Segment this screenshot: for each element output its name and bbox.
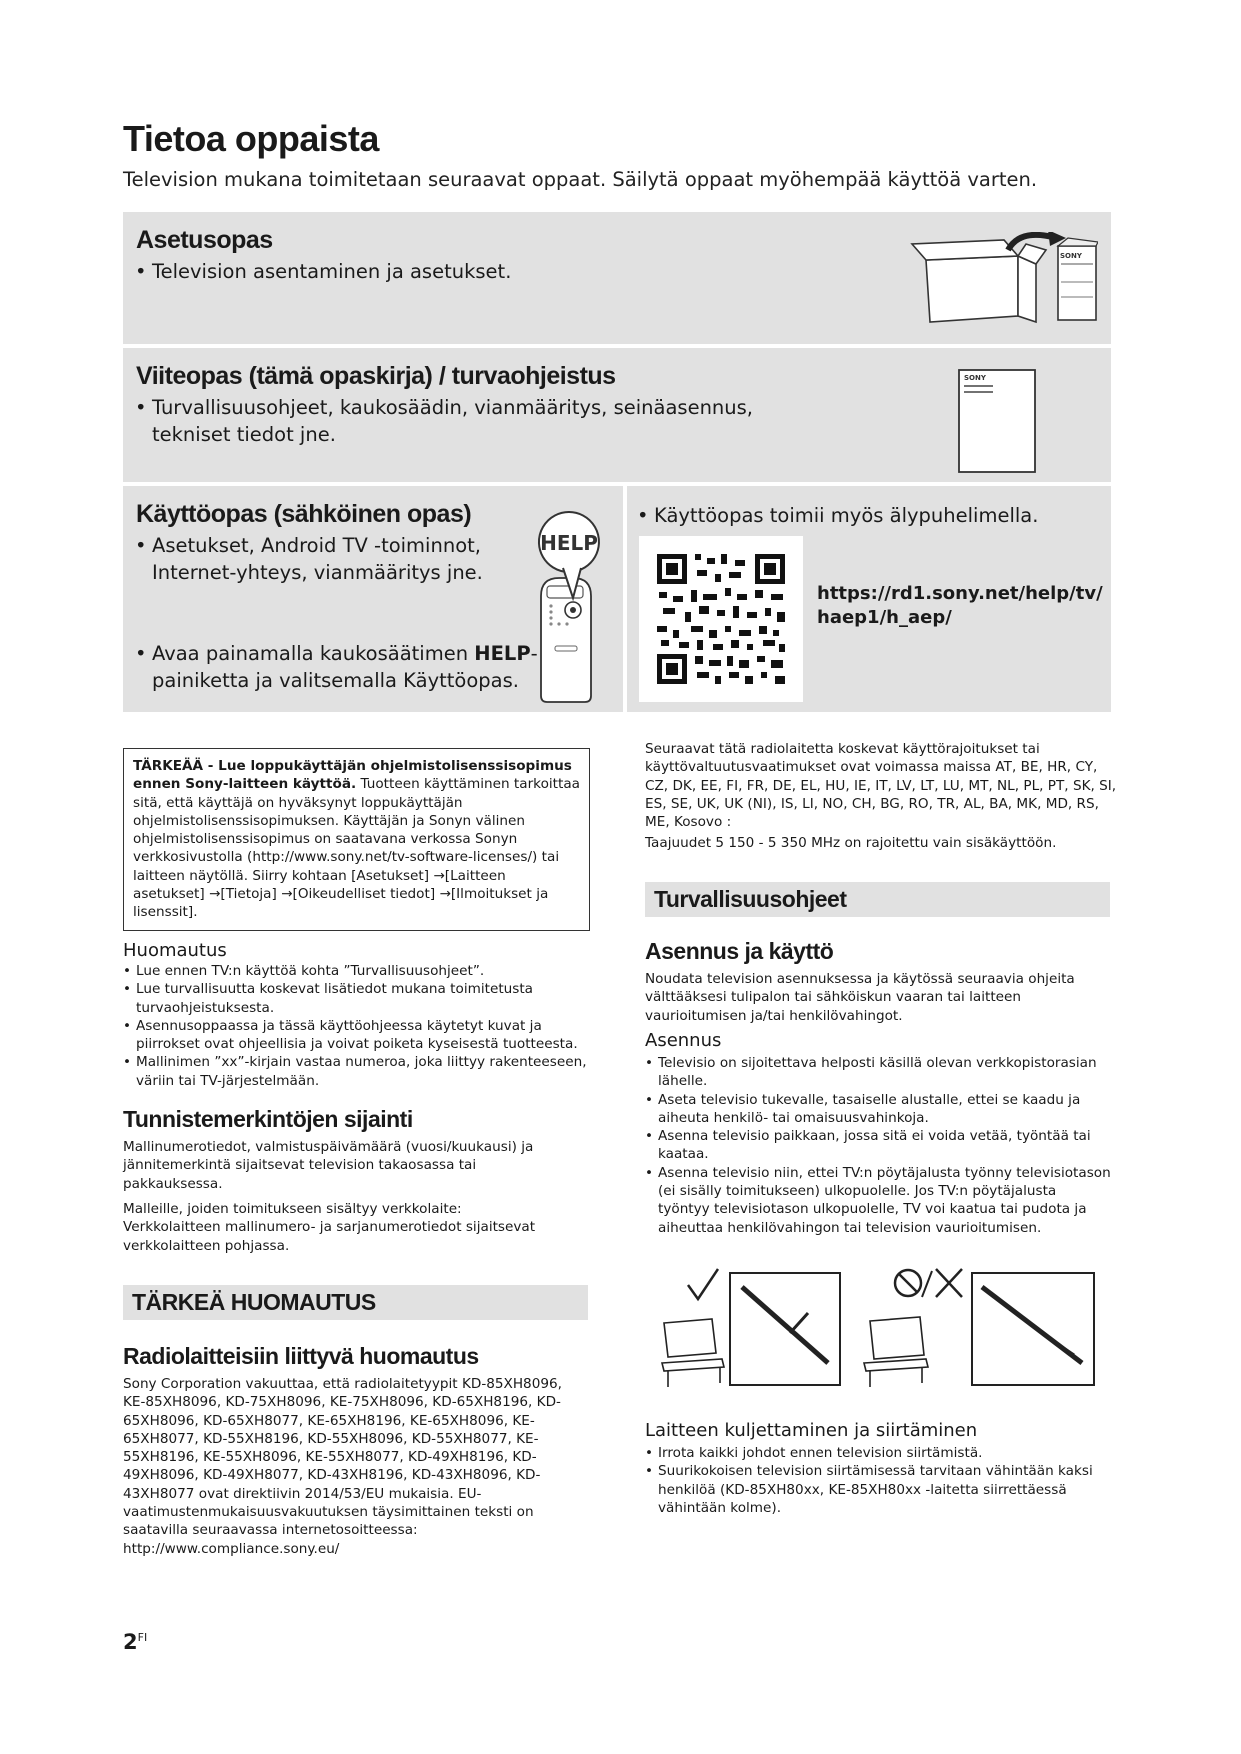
- note-heading: Huomautus: [123, 940, 227, 961]
- setup-guide-heading: Asetusopas: [136, 226, 273, 254]
- list-item: • Asenna televisio niin, ettei TV:n pöytäjalusta työnny televisiotason (ei sisälly toimitukseen) ulkopuolelle. Jos TV:n pöytäjalusta työntyy televisiotason ulkopuolelle, TV voi kaatua tai pudota ja aiheuttaa henkilövahingon tai television vaurioitumisen.: [645, 1164, 1111, 1237]
- help-guide-bullet-2: [135, 640, 552, 694]
- list-item: • Mallinimen ”xx”-kirjain vastaa numeroa, joka liittyy rakenteeseen, väriin tai TV-järjestelmään.: [123, 1053, 593, 1090]
- help-guide-bullet-1-line2: Internet-yhteys, vianmääritys jne.: [152, 561, 483, 584]
- page-subtitle: Television mukana toimitetaan seuraavat oppaat. Säilytä oppaat myöhempää käyttöä varten.: [123, 168, 1038, 191]
- reference-guide-sony-label: SONY: [964, 374, 986, 382]
- help-phone-bullet: • Käyttöopas toimii myös älypuhelimella.: [637, 502, 1121, 529]
- list-item: • Suurikokoisen television siirtämisessä tarvitaan vähintään kaksi henkilöä (KD-85XH80xx, KE-85XH80xx -laitetta siirrettäessä vähintään kolme).: [645, 1462, 1111, 1517]
- license-path-1: [Laitteen asetukset]: [133, 867, 506, 903]
- help-guide-url-line1: https://rd1.sony.net/help/tv/: [817, 583, 1103, 604]
- help-guide-qr-code: [639, 536, 803, 702]
- list-item: • Asennusoppaassa ja tässä käyttöohjeessa käytetyt kuvat ja piirrokset ovat ohjeellisia ja voivat poiketa kyseisestä tuotteesta.: [123, 1017, 593, 1054]
- license-path-3: [Oikeudelliset tiedot]: [292, 886, 436, 903]
- safety-intro: Noudata television asennuksessa ja käytössä seuraavia ohjeita välttääksesi tulipalon tai sähköiskun vaaran tai laitteen vaurioitumisen ja/tai henkilövahingot.: [645, 971, 1075, 1024]
- note-list: [123, 962, 593, 1090]
- arrow-right-icon: [429, 868, 445, 884]
- correct-placement: [662, 1269, 840, 1387]
- cross-icon: [936, 1269, 962, 1297]
- stand-placement-illustration: [660, 1263, 1110, 1393]
- reference-guide-bullet-line1: Turvallisuusohjeet, kaukosäädin, vianmääritys, seinäasennus,: [152, 396, 754, 419]
- remote-control-icon: [541, 578, 591, 702]
- setup-guide-bullet: • Television asentaminen ja asetukset.: [135, 258, 1123, 285]
- identification-p1: Mallinumerotiedot, valmistuspäivämäärä (vuosi/kuukausi) ja jännitemerkintä sijaitsevat television takaosassa tai pakkauksessa.: [123, 1139, 534, 1192]
- reference-guide-heading: Viiteopas (tämä opaskirja) / turvaohjeistus: [136, 362, 616, 390]
- important-note-bar: TÄRKEÄ HUOMAUTUS: [123, 1285, 588, 1320]
- installation-list: [645, 1054, 1111, 1237]
- setup-guide-booklet: [1058, 238, 1098, 320]
- arrow-right-icon: [277, 886, 293, 902]
- radio-restrictions-p2: Taajuudet 5 150 - 5 350 MHz on rajoitettu vain sisäkäyttöön.: [645, 835, 1057, 851]
- help-guide-heading: Käyttöopas (sähköinen opas): [136, 500, 472, 528]
- help-bubble-label: HELP: [540, 531, 598, 555]
- help-guide-bullet-1: [135, 532, 532, 586]
- transport-list: [645, 1444, 1111, 1517]
- setup-guide-sony-label: SONY: [1060, 252, 1082, 260]
- identification-heading: Tunnistemerkintöjen sijainti: [123, 1106, 413, 1132]
- help-guide-bullet-2-pre: Avaa painamalla kaukosäätimen: [152, 642, 475, 665]
- checkmark-icon: [688, 1269, 718, 1299]
- radio-notice-heading: Radiolaitteisiin liittyvä huomautus: [123, 1343, 479, 1369]
- list-item: • Asenna televisio paikkaan, jossa sitä ei voida vetää, työntää tai kaataa.: [645, 1127, 1111, 1164]
- reference-guide-bullet-line2: tekniset tiedot jne.: [152, 423, 336, 446]
- qr-code-icon: [639, 536, 803, 702]
- license-path-4: [Ilmoitukset ja lisenssit].: [133, 886, 549, 921]
- identification-p2: Malleille, joiden toimitukseen sisältyy verkkolaite: Verkkolaitteen mallinumero- ja sarjanumerotiedot sijaitsevat verkkolaitteen pohjassa.: [123, 1201, 536, 1254]
- help-guide-box: [123, 486, 623, 712]
- page-number-value: 2: [123, 1630, 138, 1654]
- help-guide-bullet-2-help: HELP: [474, 642, 531, 665]
- help-guide-bullet-2-post: -: [530, 642, 538, 665]
- page-number: [123, 1630, 147, 1654]
- license-important-text: Tuotteen käyttäminen tarkoittaa sitä, että käyttäjä on hyväksynyt loppukäyttäjän ohjelmistolisenssisopimuksen. Käyttäjän ja Sonyn välinen ohjelmistolisenssisopimus on saatavana verkossa Sonyn verkkosivustolla (http://www.sony.net/tv-software-licenses/) tai laitteen näytöllä. Siirry kohtaan [Asetukset]: [133, 776, 580, 884]
- list-item: • Irrota kaikki johdot ennen television siirtämistä.: [645, 1444, 1111, 1462]
- license-path-2: [Tietoja]: [220, 886, 277, 903]
- help-guide-bullet-1-line1: Asetukset, Android TV -toiminnot,: [152, 534, 481, 557]
- arrow-right-icon: [435, 886, 451, 902]
- setup-guide-box: [123, 212, 1111, 344]
- radio-notice-text: Sony Corporation vakuuttaa, että radiolaitetyypit KD-85XH8096, KE-85XH8096, KD-75XH8096, KE-75XH8096, KD-65XH8196, KD-65XH8096, KD-65XH8077, KE-65XH8196, KE-65XH8096, KE-65XH8077, KD-55XH8196, KD-55XH8096, KD-55XH8077, KE-55XH8196, KE-55XH8096, KE-55XH8077, KD-49XH8196, KD-49XH8096, KD-49XH8077, KD-43XH8196, KD-43XH8096, KD-43XH8077 ovat direktiivin 2014/53/EU mukaisia. EU-vaatimustenmukaisuusvakuutuksen täysimittainen teksti on saatavilla seuraavassa internetosoitteessa: http://www.compliance.sony.eu/: [123, 1376, 562, 1557]
- page-title: Tietoa oppaista: [123, 118, 379, 159]
- reference-guide-box: [123, 348, 1111, 482]
- reference-guide-booklet-icon: [957, 368, 1037, 474]
- license-important-bold: TÄRKEÄÄ - Lue loppukäyttäjän ohjelmistolisenssisopimus ennen Sony-laitteen käyttöä.: [133, 758, 572, 793]
- radio-restrictions-p1: Seuraavat tätä radiolaitetta koskevat käyttörajoitukset tai käyttövaltuutusvaatimukset ovat voimassa maissa AT, BE, HR, CY, CZ, DK, EE, FI, FR, DE, EL, HU, IE, IT, LV, LT, LU, MT, NL, PL, PT, SK, SI, ES, SE, UK, UK (NI), IS, LI, NO, CH, BG, RO, TR, AL, BA, MK, MD, RS, ME, Kosovo :: [645, 741, 1117, 831]
- arrow-right-icon: [205, 886, 221, 902]
- incorrect-placement: [864, 1269, 1094, 1387]
- help-phone-box: [627, 486, 1111, 712]
- page-number-suffix: FI: [137, 1631, 148, 1644]
- list-item: • Lue turvallisuutta koskevat lisätiedot mukana toimitetusta turvaohjeistuksesta.: [123, 980, 593, 1017]
- remote-help-button-illustration: [530, 506, 619, 706]
- installation-use-heading: Asennus ja käyttö: [645, 938, 834, 964]
- installation-heading: Asennus: [645, 1030, 722, 1051]
- list-item: • Lue ennen TV:n käyttöä kohta ”Turvallisuusohjeet”.: [123, 962, 593, 980]
- transport-heading: Laitteen kuljettaminen ja siirtäminen: [645, 1420, 978, 1441]
- list-item: • Televisio on sijoitettava helposti käsillä olevan verkkopistorasian lähelle.: [645, 1054, 1111, 1091]
- setup-guide-illustration: [908, 232, 1098, 332]
- help-guide-url-line2: haep1/h_aep/: [817, 607, 952, 628]
- list-item: • Aseta televisio tukevalle, tasaiselle alustalle, ettei se kaadu ja aiheuta henkilö- tai omaisuusvahinkoja.: [645, 1091, 1111, 1128]
- safety-bar: Turvallisuusohjeet: [645, 882, 1110, 917]
- license-important-box: [123, 748, 590, 931]
- help-guide-bullet-2-line2: painiketta ja valitsemalla Käyttöopas.: [152, 669, 519, 692]
- help-guide-url: [817, 582, 1103, 630]
